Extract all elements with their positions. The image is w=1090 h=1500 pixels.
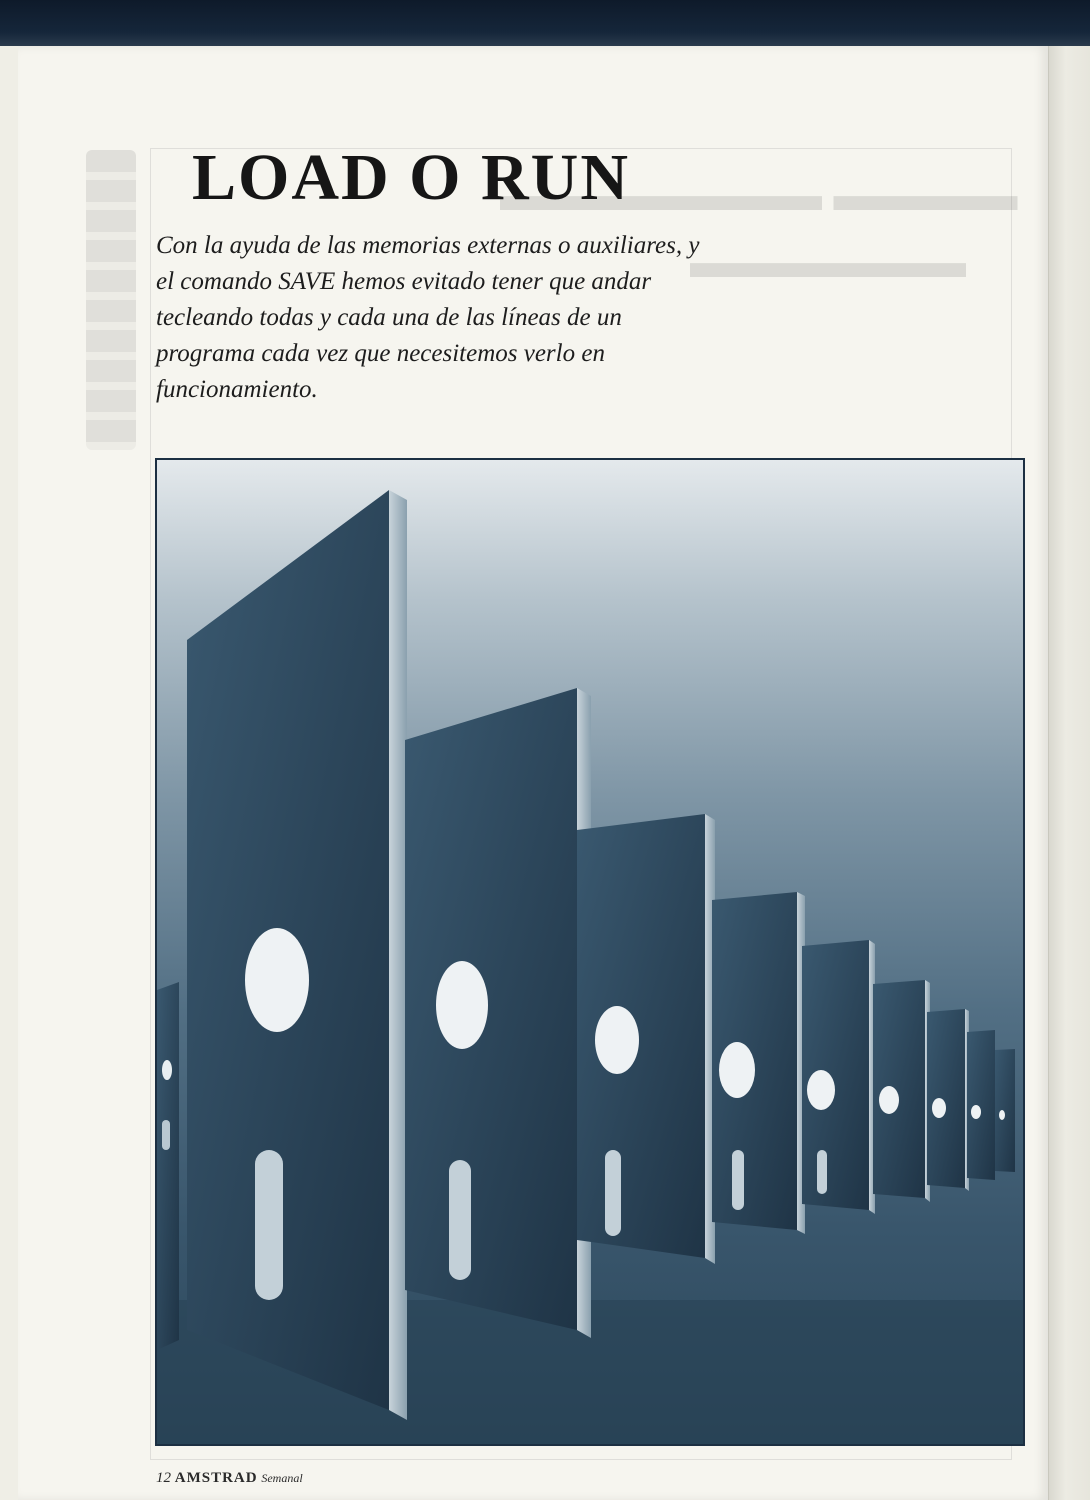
floppy-disk [405,688,591,1338]
scan-top-edge [0,0,1090,46]
floppy-disk [927,1009,969,1191]
article-intro: Con la ayuda de las memorias externas o auxiliares, y el comando SAVE hemos evitado tener que andar tecleando todas y cada una de las líneas de un programa cada vez que necesitemos verlo en funcionamiento. [156,232,700,403]
floppy-disks-photo [155,458,1025,1446]
adjacent-page-edge [1048,46,1090,1500]
article-title: LOAD O RUN [192,141,631,214]
floppy-disk [187,490,407,1420]
floppy-disk [873,980,930,1202]
floppy-disk [577,814,715,1264]
magazine-subtitle: Semanal [261,1471,303,1485]
show-through-text: ▬▬▬▬▬▬ [690,236,966,287]
floppy-disk [157,982,179,1350]
floppy-disk [995,1049,1015,1172]
section-tab-decoration [86,150,136,450]
page-footer [156,1470,303,1487]
floppy-disks-illustration [157,460,1023,1444]
magazine-brand: AMSTRAD [174,1470,258,1486]
show-through-text: ▬▬▬▬ ▬▬▬▬▬▬▬ [500,169,1018,220]
floppy-disk [967,1030,995,1180]
page-number: 12 [156,1470,171,1486]
floppy-disk [802,940,875,1214]
floppy-disk [712,892,805,1234]
